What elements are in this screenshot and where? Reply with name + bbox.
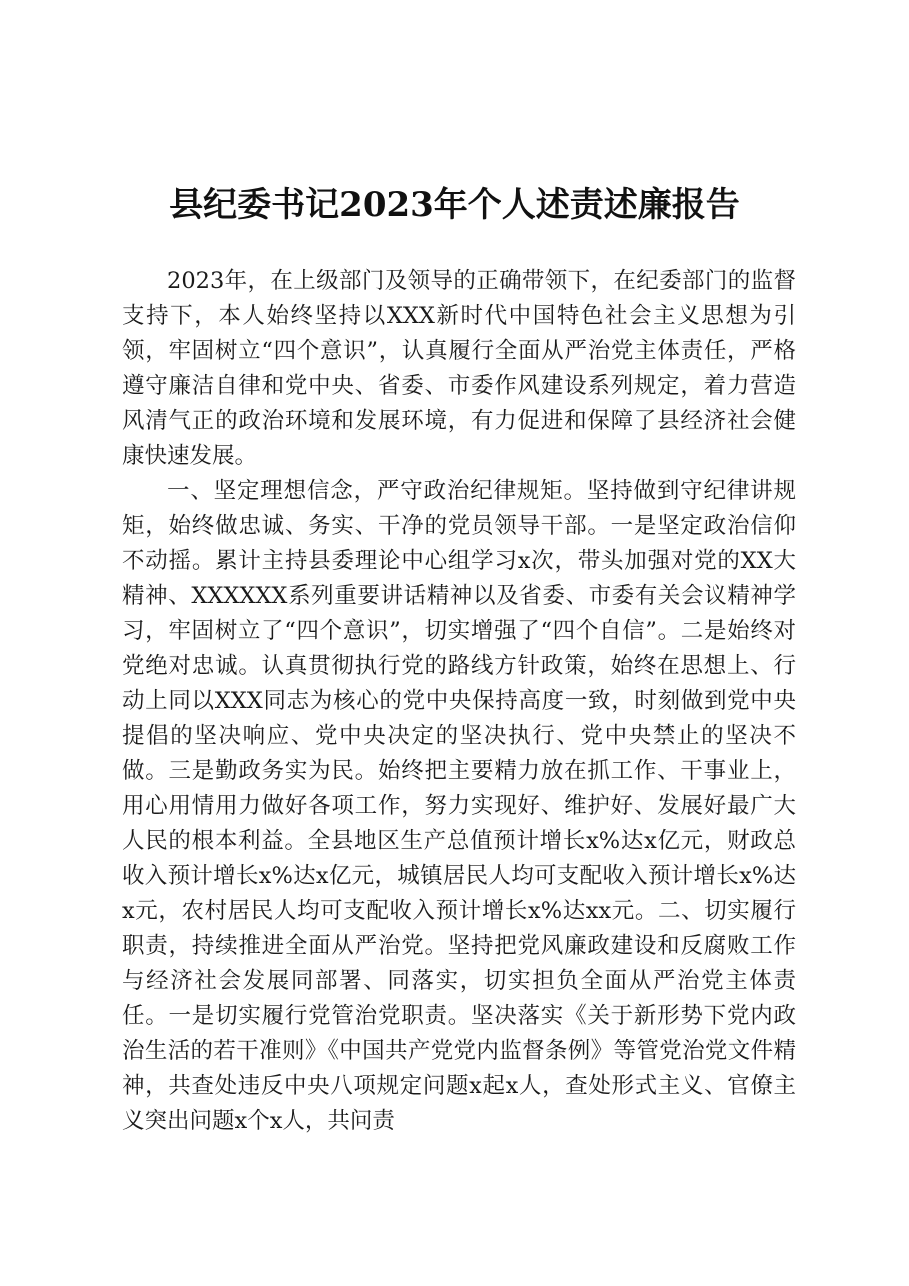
paragraph-main: 一、坚定理想信念，严守政治纪律规矩。坚持做到守纪律讲规矩，始终做忠诚、务实、干净的党员领导干部。一是坚定政治信仰不动摇。累计主持县委理论中心组学习x次，带头加强对党的XX大精神、XXXXXX系列重要讲话精神以及省委、市委有关会议精神学习，牢固树立了“四个意识”，切实增强了“四个自信”。二是始终对党绝对忠诚。认真贯彻执行党的路线方针政策，始终在思想上、行动上同以XXX同志为核心的党中央保持高度一致，时刻做到党中央提倡的坚决响应、党中央决定的坚决执行、党中央禁止的坚决不做。三是勤政务实为民。始终把主要精力放在抓工作、干事业上，用心用情用力做好各项工作，努力实现好、维护好、发展好最广大人民的根本利益。全县地区生产总值预计增长x%达x亿元，财政总收入预计增长x%达x亿元，城镇居民人均可支配收入预计增长x%达x元，农村居民人均可支配收入预计增长x%达xx元。二、切实履行职责，持续推进全面从严治党。坚持把党风廉政建设和反腐败工作与经济社会发展同部署、同落实，切实担负全面从严治党主体责任。一是切实履行党管治党职责。坚决落实《关于新形势下党内政治生活的若干准则》《中国共产党党内监督条例》等管党治党文件精神，共查处违反中央八项规定问题x起x人，查处形式主义、官僚主义突出问题x个x人，共问责 [122, 478, 796, 1134]
paragraph-intro: 2023年，在上级部门及领导的正确带领下，在纪委部门的监督支持下，本人始终坚持以XXX新时代中国特色社会主义思想为引领，牢固树立“四个意识”，认真履行全面从严治党主体责任，严格遵守廉洁自律和党中央、省委、市委作风建设系列规定，着力营造风清气正的政治环境和发展环境，有力促进和保障了县经济社会健康快速发展。 [122, 268, 796, 469]
document-body [122, 264, 796, 1139]
document-title: 县纪委书记2023年个人述责述廉报告 [169, 184, 740, 225]
